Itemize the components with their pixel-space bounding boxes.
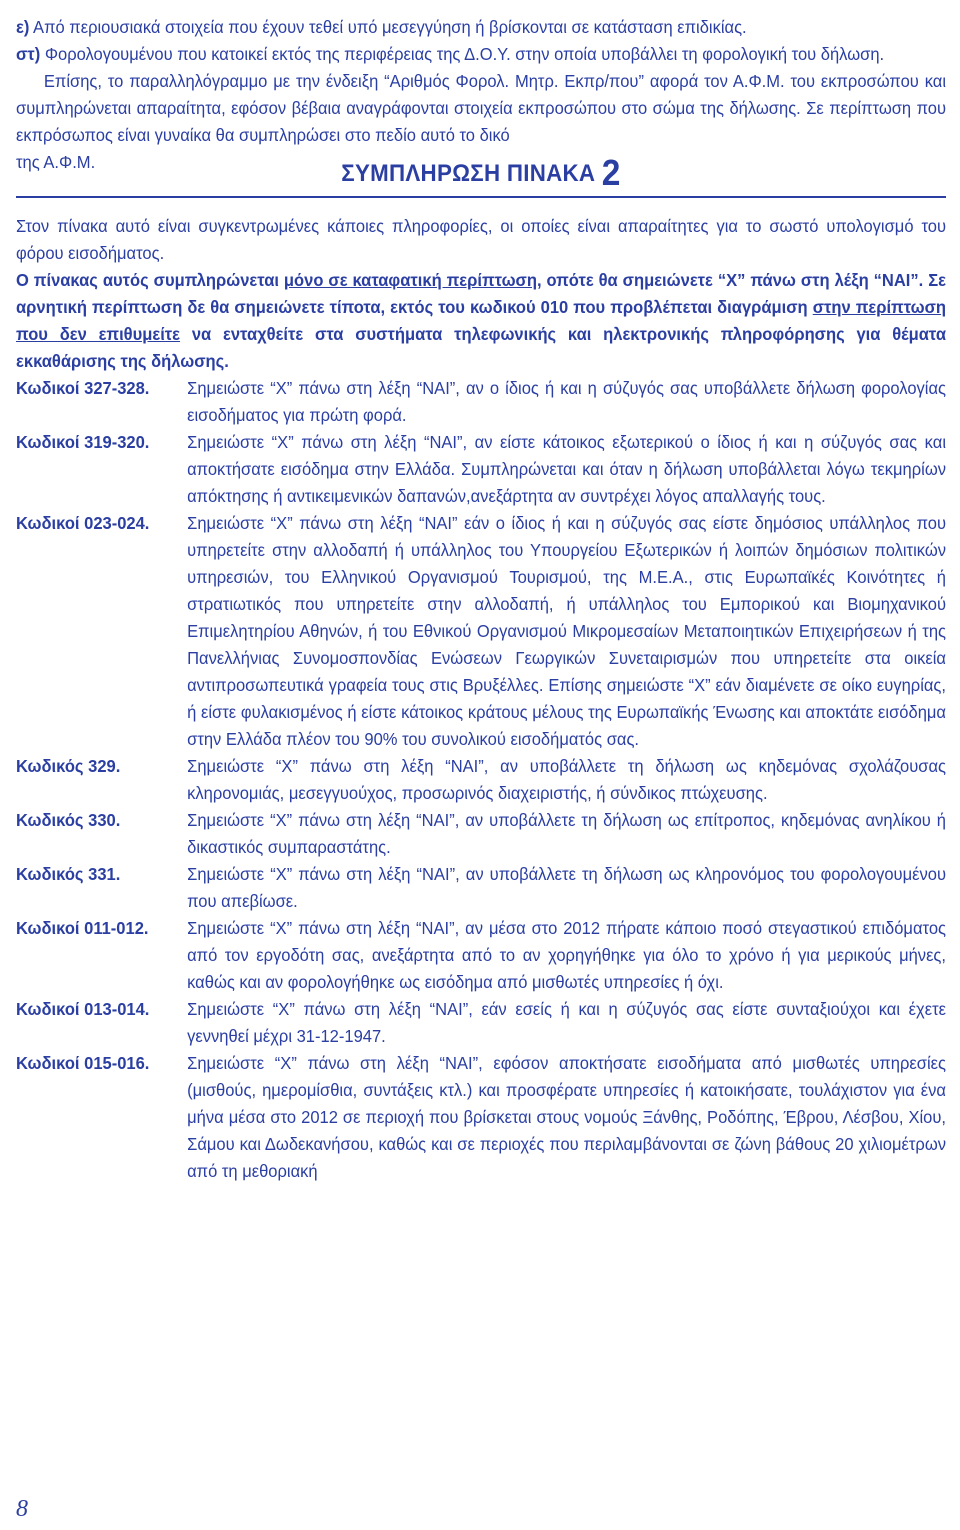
item-label-e: ε) (16, 17, 30, 37)
section-title-text: ΣΥΜΠΛΗΡΩΣΗ ΠΙΝΑΚΑ (341, 160, 596, 187)
section-title (16, 152, 946, 193)
section-number: 2 (601, 152, 621, 193)
code-description: Σημειώστε “Χ” πάνω στη λέξη “ΝΑΙ”, αν υποβάλλετε τη δήλωση ως κληρονόμος του φορολογουμένου που απεβίωσε. (187, 864, 946, 911)
section-divider (16, 196, 946, 198)
instructions-part-b: , οπότε θα σημειώνετε “Χ” πάνω στη λέξη “ΝΑΙ”. Σε αρνητική περίπτωση δε θα σημειώνετε τίποτα, εκτός του κωδικού 010 που προβλέπεται διαγράμιση (16, 270, 946, 317)
code-list (16, 375, 946, 1185)
section-description: Στον πίνακα αυτό είναι συγκεντρωμένες κάποιες πληροφορίες, οι οποίες είναι απαραίτητες για το σωστό υπολογισμό του φόρου εισοδήματος. (16, 216, 946, 263)
code-description: Σημειώστε “Χ” πάνω στη λέξη “ΝΑΙ” εάν ο ίδιος ή και η σύζυγός σας είστε δημόσιος υπάλληλος που υπηρετείτε στην αλλοδαπή ή υπάλληλος του Υπουργείου Εξωτερικών ή λοιπών δημόσιων πολιτικών υπηρεσιών, του Ελληνικού Οργανισμού Τουρισμού, της Μ.Ε.Α., στις Ευρωπαϊκές Κοινότητες ή στρατιωτικός που υπηρετείτε στην αλλοδαπή, ή υπάλληλος του Εμπορικού και Βιομηχανικού Επιμελητηρίου Αθηνών, ή του Εθνικού Οργανισμού Μικρομεσαίων Μεταποιητικών Επιχειρήσεων ή της Πανελλήνιας Συνομοσπονδίας Ενώσεων Γεωργικών Συνεταιρισμών που υπηρετείτε στα οικεία αντιπροσωπευτικά γραφεία τους στις Βρυξέλλες. Επίσης σημειώστε “Χ” εάν διαμένετε σε οίκο ευγηρίας, ή είστε φυλακισμένος ή είστε κάτοικος κράτους μέλους της Ευρωπαϊκής Ένωσης και αποκτάτε εισόδημα στην Ελλάδα πλέον του 90% του συνολικού εισοδήματός σας. (187, 513, 946, 749)
code-entry (16, 996, 946, 1050)
instructions-underlined-a: μόνο σε καταφατική περίπτωση (283, 270, 537, 290)
item-text-e: Από περιουσιακά στοιχεία που έχουν τεθεί υπό μεσεγγύηση ή βρίσκονται σε κατάσταση επιδικίας. (33, 17, 747, 37)
code-label: Κωδικοί 015-016. (16, 1053, 150, 1073)
instructions-underlined-b: στην περίπτωση που δεν επιθυμείτε (16, 297, 946, 344)
code-description: Σημειώστε “Χ” πάνω στη λέξη “ΝΑΙ”, αν υποβάλλετε τη δήλωση ως κηδεμόνας σχολάζουσας κληρονομιάς, μεσεγγυούχος, προσωρινός διαχειριστής, ή σύνδικος πτώχευσης. (187, 756, 946, 803)
code-label: Κωδικός 330. (16, 810, 121, 830)
document-page (16, 14, 946, 1185)
instructions-part-a: Ο πίνακας αυτός συμπληρώνεται (16, 270, 284, 290)
code-description: Σημειώστε “Χ” πάνω στη λέξη “ΝΑΙ”, εάν εσείς ή και η σύζυγός σας είστε συνταξιούχοι και έχετε γεννηθεί μέχρι 31-12-1947. (187, 999, 946, 1046)
code-entry (16, 807, 946, 861)
code-entry (16, 753, 946, 807)
code-label: Κωδικοί 013-014. (16, 999, 150, 1019)
code-entry (16, 861, 946, 915)
item-label-st: στ) (16, 44, 41, 64)
code-label: Κωδικοί 011-012. (16, 918, 149, 938)
code-entry (16, 375, 946, 429)
code-label: Κωδικοί 327-328. (16, 378, 150, 398)
intro-item-st (16, 41, 946, 68)
code-entry (16, 510, 946, 753)
representative-note-text: Επίσης, το παραλληλόγραμμο με την ένδειξη “Αριθμός Φορολ. Μητρ. Εκπρ/που” αφορά τον Α.Φ.Μ. του εκπροσώπου και συμπληρώνεται απαραίτητα, εφόσον βέβαια αναγράφονται στοιχεία εκπροσώπου στο σώμα της δήλωσης. Σε περίπτωση που εκπρόσωπος είναι γυναίκα θα συμπληρώσει στο πεδίο αυτό το δικό (16, 71, 946, 145)
code-entry (16, 1050, 946, 1185)
code-entry (16, 429, 946, 510)
representative-note-last: της Α.Φ.Μ. (16, 152, 96, 172)
code-label: Κωδικός 331. (16, 864, 121, 884)
code-label: Κωδικοί 023-024. (16, 513, 150, 533)
code-label: Κωδικός 329. (16, 756, 121, 776)
code-description: Σημειώστε “Χ” πάνω στη λέξη “ΝΑΙ”, αν ο ίδιος ή και η σύζυγός σας υποβάλλετε δήλωση φορολογίας εισοδήματος για πρώτη φορά. (187, 378, 946, 425)
code-label: Κωδικοί 319-320. (16, 432, 150, 452)
item-text-st: Φορολογουμένου που κατοικεί εκτός της περιφέρειας της Δ.Ο.Υ. στην οποία υποβάλλει τη φορολογική του δήλωση. (44, 44, 885, 64)
instructions-part-c: να ενταχθείτε στα συστήματα τηλεφωνικής και ηλεκτρονικής πληροφόρησης για θέματα εκκαθάρισης της δήλωσης. (16, 324, 947, 371)
code-description: Σημειώστε “Χ” πάνω στη λέξη “ΝΑΙ”, αν είστε κάτοικος εξωτερικού ο ίδιος ή και η σύζυγός σας και αποκτήσατε εισόδημα στην Ελλάδα. Συμπληρώνεται και όταν η δήλωση υποβάλλεται λόγω τεκμηρίων απόκτησης ή αντικειμενικών δαπανών,ανεξάρτητα αν συντρέχει λόγος απαλλαγής τους. (187, 432, 946, 506)
page-number: 8 (16, 1496, 28, 1522)
code-description: Σημειώστε “Χ” πάνω στη λέξη “ΝΑΙ”, αν υποβάλλετε τη δήλωση ως επίτροπος, κηδεμόνας ανηλίκου ή δικαστικός συμπαραστάτης. (187, 810, 946, 857)
code-entry (16, 915, 946, 996)
intro-item-e (16, 14, 946, 41)
section-instructions (16, 267, 946, 375)
code-description: Σημειώστε “Χ” πάνω στη λέξη “ΝΑΙ”, αν μέσα στο 2012 πήρατε κάποιο ποσό στεγαστικού επιδόματος από τον εργοδότη σας, ανεξάρτητα από το αν χορηγήθηκε για όλο το χρόνο ή για μερικούς μήνες, καθώς και αν φορολογήθηκε ως εισόδημα από μισθωτές υπηρεσίες ή όχι. (187, 918, 946, 992)
representative-note (16, 68, 946, 149)
code-description: Σημειώστε “Χ” πάνω στη λέξη “ΝΑΙ”, εφόσον αποκτήσατε εισοδήματα από μισθωτές υπηρεσίες (μισθούς, ημερομίσθια, συντάξεις κτλ.) και προσφέρατε υπηρεσίες ή κατοικήσατε, τουλάχιστον για ένα μήνα μέσα στο 2012 σε περιοχή που βρίσκεται στους νομούς Ξάνθης, Ροδόπης, Έβρου, Λέσβου, Χίου, Σάμου και Δωδεκανήσου, καθώς και σε περιοχές που περιλαμβάνονται σε ζώνη βάθους 20 χιλιομέτρων από τη μεθοριακή (187, 1053, 946, 1181)
section-heading-row (16, 149, 946, 203)
